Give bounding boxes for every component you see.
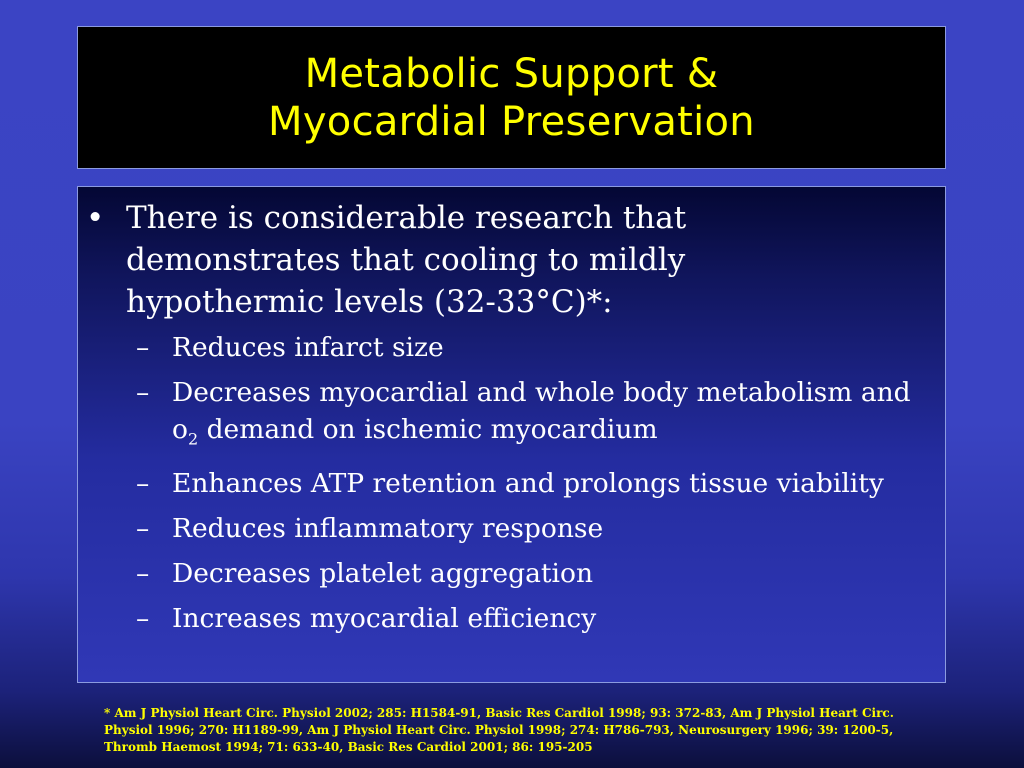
- slide-title-line-2: Myocardial Preservation: [268, 98, 755, 145]
- sub-bullet-text: Reduces infarct size: [172, 332, 444, 363]
- sub-bullet-text: Reduces inflammatory response: [172, 513, 604, 545]
- dash-icon: –: [136, 377, 150, 408]
- dash-icon: –: [136, 332, 150, 363]
- title-box: [77, 26, 946, 169]
- sub-bullet-item: [136, 600, 936, 637]
- sub-bullet-item: [136, 510, 936, 547]
- content-box: [77, 186, 946, 683]
- sub-bullet-item: [136, 374, 936, 457]
- dash-icon: –: [136, 603, 150, 635]
- sub-bullet-list: [136, 329, 936, 645]
- sub-bullet-item: [136, 465, 936, 502]
- subscript-text: 2: [187, 429, 199, 449]
- sub-bullet-text: Increases myocardial efficiency: [172, 603, 597, 635]
- main-bullet-text: There is considerable research that demonstrates that cooling to mildly hypothermic levels (32-33°C)*:: [126, 200, 687, 320]
- footnote-references: * Am J Physiol Heart Circ. Physiol 2002; 285: H1584-91, Basic Res Cardiol 1998; 93: 372-83, Am J Physiol Heart Circ. Physiol 1996; 270: H1189-99, Am J Physiol Heart Circ. Physiol 1998; 274: H786-793, Neurosurgery 1996; 39: 1200-5, Thromb Haemost 1994; 71: 633-40, Basic Res Cardiol 2001; 86: 195-205: [104, 706, 894, 754]
- sub-bullet-text: [172, 377, 911, 449]
- sub-bullet-item: [136, 329, 936, 366]
- bullet-dot-icon: •: [86, 200, 105, 236]
- sub-bullet-text: Enhances ATP retention and prolongs tissue viability: [172, 468, 884, 500]
- sub-bullet-text-after: demand on ischemic myocardium: [198, 414, 658, 445]
- dash-icon: –: [136, 558, 150, 590]
- sub-bullet-item: [136, 555, 936, 592]
- sub-bullet-text-before: Decreases myocardial and whole body metabolism and o: [172, 377, 911, 445]
- dash-icon: –: [136, 468, 150, 500]
- dash-icon: –: [136, 513, 150, 545]
- slide-title-line-1: Metabolic Support &: [304, 50, 719, 97]
- sub-bullet-text: Decreases platelet aggregation: [172, 558, 594, 590]
- main-bullet: [86, 197, 926, 323]
